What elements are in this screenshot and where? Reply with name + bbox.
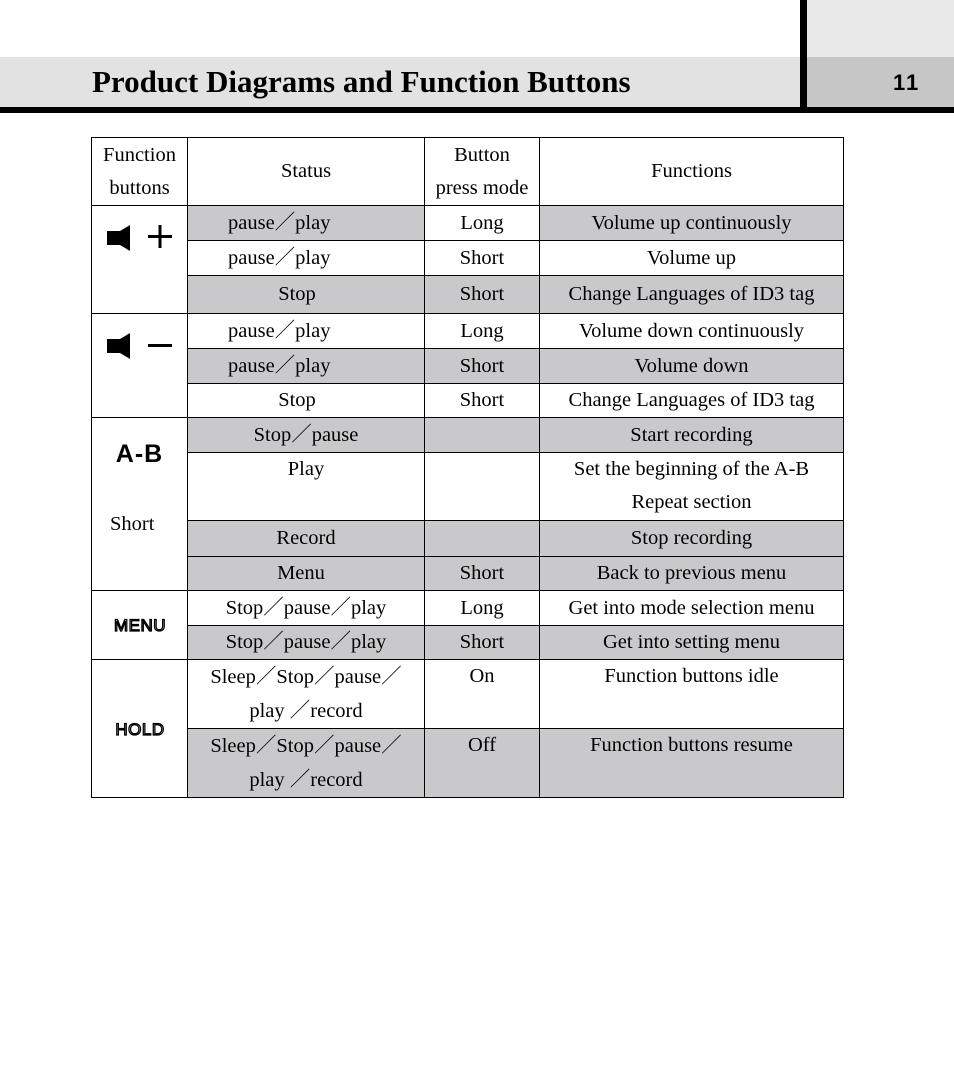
- table-row: [92, 384, 844, 418]
- volume-up-button-cell: [92, 206, 188, 314]
- function-cell: Get into mode selection menu: [540, 591, 844, 626]
- volume-up-icon: [105, 220, 175, 256]
- header-rule: [0, 107, 954, 113]
- function-cell: Set the beginning of the A-B Repeat section: [540, 453, 844, 521]
- status-cell: pause／play: [188, 206, 425, 241]
- function-cell: Volume down continuously: [540, 314, 844, 349]
- ab-press-mode-label: Short: [110, 513, 155, 535]
- table-row: [92, 557, 844, 591]
- function-cell: Start recording: [540, 418, 844, 453]
- header-status: Status: [188, 138, 425, 206]
- header-function-buttons: Function buttons: [92, 138, 188, 206]
- function-cell: Volume up: [540, 241, 844, 276]
- function-cell: Volume up continuously: [540, 206, 844, 241]
- header-corner-top: [807, 0, 954, 57]
- table-row: [92, 241, 844, 276]
- function-cell: Get into setting menu: [540, 626, 844, 660]
- table-row: [92, 349, 844, 384]
- header-vertical-rule: [800, 0, 807, 113]
- mode-cell: Long: [425, 591, 540, 626]
- table-row: [92, 660, 844, 729]
- mode-cell: Long: [425, 206, 540, 241]
- table-row: [92, 453, 844, 521]
- table-row: [92, 591, 844, 626]
- mode-cell: [425, 453, 540, 521]
- status-cell: pause／play: [188, 241, 425, 276]
- status-cell: Record: [188, 521, 425, 557]
- page-number: 11: [893, 70, 921, 95]
- status-cell: Play: [188, 453, 425, 521]
- mode-cell: Off: [425, 729, 540, 798]
- table-row: [92, 206, 844, 241]
- table-row: [92, 418, 844, 453]
- status-cell: Stop／pause／play: [188, 591, 425, 626]
- function-cell: Stop recording: [540, 521, 844, 557]
- function-cell: Function buttons idle: [540, 660, 844, 729]
- function-buttons-table: [91, 137, 844, 798]
- menu-button-icon: [104, 615, 176, 635]
- function-cell: Change Languages of ID3 tag: [540, 276, 844, 314]
- table-header-row: [92, 138, 844, 206]
- status-cell: pause／play: [188, 314, 425, 349]
- volume-down-icon: [105, 328, 175, 364]
- page-title: Product Diagrams and Function Buttons: [92, 64, 631, 99]
- function-cell: Function buttons resume: [540, 729, 844, 798]
- mode-cell: Short: [425, 349, 540, 384]
- status-cell: Stop／pause: [188, 418, 425, 453]
- mode-cell: Short: [425, 276, 540, 314]
- mode-cell: Long: [425, 314, 540, 349]
- table-row: [92, 626, 844, 660]
- status-cell: Sleep／Stop／pause／ play ／record: [188, 660, 425, 729]
- mode-cell: Short: [425, 626, 540, 660]
- mode-cell: Short: [425, 557, 540, 591]
- header-press-mode: Button press mode: [425, 138, 540, 206]
- hold-button-cell: [92, 660, 188, 798]
- mode-cell: Short: [425, 241, 540, 276]
- volume-down-button-cell: [92, 314, 188, 418]
- function-cell: Volume down: [540, 349, 844, 384]
- status-cell: pause／play: [188, 349, 425, 384]
- status-cell: Stop: [188, 384, 425, 418]
- svg-text:HOLD: HOLD: [114, 719, 165, 739]
- header-functions: Functions: [540, 138, 844, 206]
- mode-cell: Short: [425, 384, 540, 418]
- hold-switch-icon: [104, 719, 176, 739]
- ab-button-label: A-B: [115, 440, 164, 468]
- mode-cell: [425, 418, 540, 453]
- mode-cell: On: [425, 660, 540, 729]
- status-cell: Stop: [188, 276, 425, 314]
- mode-cell: [425, 521, 540, 557]
- function-cell: Back to previous menu: [540, 557, 844, 591]
- status-cell: Menu: [188, 557, 425, 591]
- status-cell: Stop／pause／play: [188, 626, 425, 660]
- table-row: [92, 729, 844, 798]
- table-row: [92, 276, 844, 314]
- ab-button-cell: [92, 418, 188, 591]
- function-cell: Change Languages of ID3 tag: [540, 384, 844, 418]
- svg-text:MENU: MENU: [113, 616, 166, 635]
- table-row: [92, 521, 844, 557]
- menu-button-cell: [92, 591, 188, 660]
- status-cell: Sleep／Stop／pause／ play ／record: [188, 729, 425, 798]
- page-number-box: [807, 57, 954, 107]
- table-row: [92, 314, 844, 349]
